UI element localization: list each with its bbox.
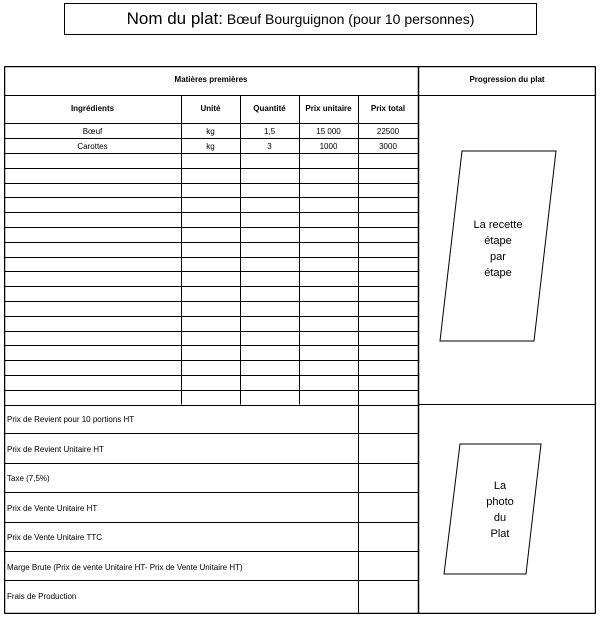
recipe-line-3: par xyxy=(490,251,506,263)
photo-line-4: Plat xyxy=(490,528,510,540)
photo-line-3: du xyxy=(493,512,507,524)
dish-name: Bœuf Bourguignon (pour 10 personnes) xyxy=(226,11,475,27)
dish-title-box xyxy=(64,3,537,35)
row-1-unit: kg xyxy=(206,127,215,136)
photo-line-2: photo xyxy=(486,496,514,508)
materials-header: Matières premières xyxy=(174,75,248,84)
col-header-total-price: Prix total xyxy=(370,104,406,113)
col-header-unit: Unité xyxy=(200,104,221,113)
col-header-unit-price: Prix unitaire xyxy=(305,104,352,113)
summary-sale-price-ttc: Prix de Vente Unitaire TTC xyxy=(7,533,103,542)
col-header-quantity: Quantité xyxy=(253,104,286,113)
row-2-unit: kg xyxy=(206,142,215,151)
progression-header: Progression du plat xyxy=(469,75,545,84)
dish-title-label: Nom du plat: xyxy=(126,9,223,28)
photo-line-1: La xyxy=(493,480,507,492)
row-1-ingredient: Bœuf xyxy=(82,127,103,136)
summary-cost-10-portions: Prix de Revient pour 10 portions HT xyxy=(7,415,135,424)
summary-sale-price-ht: Prix de Vente Unitaire HT xyxy=(7,504,98,513)
col-header-ingredients: Ingrédients xyxy=(70,104,115,113)
photo-placeholder-text xyxy=(460,478,540,542)
row-1-quantity: 1,5 xyxy=(263,127,276,136)
recipe-line-4: étape xyxy=(484,267,512,279)
row-2-unit-price: 1000 xyxy=(319,142,338,151)
summary-gross-margin: Marge Brute (Prix de vente Unitaire HT- Prix de Vente Unitaire HT) xyxy=(7,563,243,572)
row-2-total-price: 3000 xyxy=(379,142,397,151)
row-2-ingredient: Carottes xyxy=(77,142,108,151)
row-1-total-price: 22500 xyxy=(376,127,400,136)
row-1-unit-price: 15 000 xyxy=(316,127,341,136)
row-2-quantity: 3 xyxy=(267,142,272,151)
recipe-line-2: étape xyxy=(484,235,512,247)
summary-unit-cost: Prix de Revient Unitaire HT xyxy=(7,445,104,454)
summary-production-costs: Frais de Production xyxy=(7,592,77,601)
summary-tax: Taxe (7,5%) xyxy=(7,474,50,483)
recipe-placeholder-text xyxy=(458,217,538,281)
recipe-line-1: La recette xyxy=(473,219,523,231)
